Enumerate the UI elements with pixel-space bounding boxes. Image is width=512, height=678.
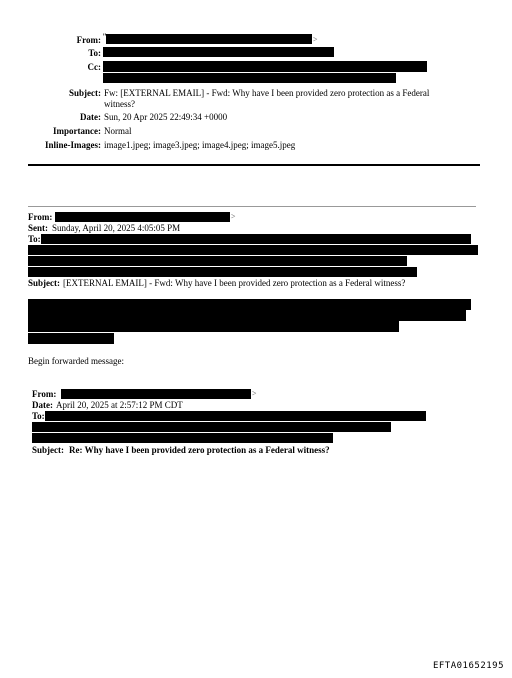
redaction-email2-to-1 — [45, 411, 426, 421]
email1-to-label: To: — [28, 234, 41, 244]
header-to-label: To: — [88, 48, 101, 58]
email1-subject-label: Subject: — [28, 278, 60, 288]
redaction-header-from — [106, 34, 312, 44]
angle-bracket: > — [313, 35, 318, 44]
email2-date-value: April 20, 2025 at 2:57:12 PM CDT — [56, 400, 183, 410]
header-subject-line2: witness? — [104, 99, 135, 109]
email1-from-label: From: — [28, 212, 53, 222]
header-subject-label: Subject: — [69, 88, 101, 98]
redaction-email2-to-3 — [32, 433, 333, 443]
redaction-header-to — [103, 47, 334, 57]
email1-divider — [28, 206, 476, 207]
email2-date-label: Date: — [32, 400, 53, 410]
email2-subject-label: Subject: — [32, 445, 64, 455]
email1-sent-value: Sunday, April 20, 2025 4:05:05 PM — [52, 223, 181, 233]
email2-subject-value: Re: Why have I been provided zero protection as a Federal witness? — [69, 445, 330, 455]
email2-to-label: To: — [32, 411, 45, 421]
header-inline-images-label: Inline-Images: — [45, 140, 101, 150]
redaction-email1-from — [55, 212, 230, 222]
email1-sent-label: Sent: — [28, 223, 48, 233]
header-subject-line1: Fw: [EXTERNAL EMAIL] - Fwd: Why have I been provided zero protection as a Federal — [104, 88, 430, 98]
redaction-body-4 — [28, 333, 114, 344]
header-date-value: Sun, 20 Apr 2025 22:49:34 +0000 — [104, 112, 228, 122]
angle-bracket: > — [231, 212, 236, 221]
header-importance-label: Importance: — [53, 126, 101, 136]
redaction-body-3 — [28, 321, 399, 332]
email2-from-label: From: — [32, 389, 57, 399]
email1-subject-value: [EXTERNAL EMAIL] - Fwd: Why have I been provided zero protection as a Federal witness? — [63, 278, 406, 288]
forward-note: Begin forwarded message: — [28, 356, 124, 366]
redaction-email2-from — [61, 389, 251, 399]
document-id: EFTA01652195 — [432, 661, 504, 671]
redaction-header-cc-1 — [103, 61, 427, 72]
redaction-email1-to-4 — [28, 267, 417, 277]
header-divider — [28, 164, 480, 166]
header-importance-value: Normal — [104, 126, 132, 136]
redaction-email2-to-2 — [32, 422, 391, 432]
quote-mark: " — [103, 32, 107, 42]
redaction-email1-to-3 — [28, 256, 407, 266]
header-from-label: From: — [76, 35, 101, 45]
header-cc-label: Cc: — [87, 62, 101, 72]
header-inline-images-value: image1.jpeg; image3.jpeg; image4.jpeg; image5.jpeg — [104, 140, 296, 150]
redaction-body-2 — [28, 310, 466, 321]
angle-bracket: > — [252, 389, 257, 398]
redaction-email1-to-2 — [28, 245, 478, 255]
redaction-email1-to-1 — [41, 234, 471, 244]
header-date-label: Date: — [80, 112, 101, 122]
redaction-body-1 — [28, 299, 471, 310]
redaction-header-cc-2 — [103, 73, 396, 83]
